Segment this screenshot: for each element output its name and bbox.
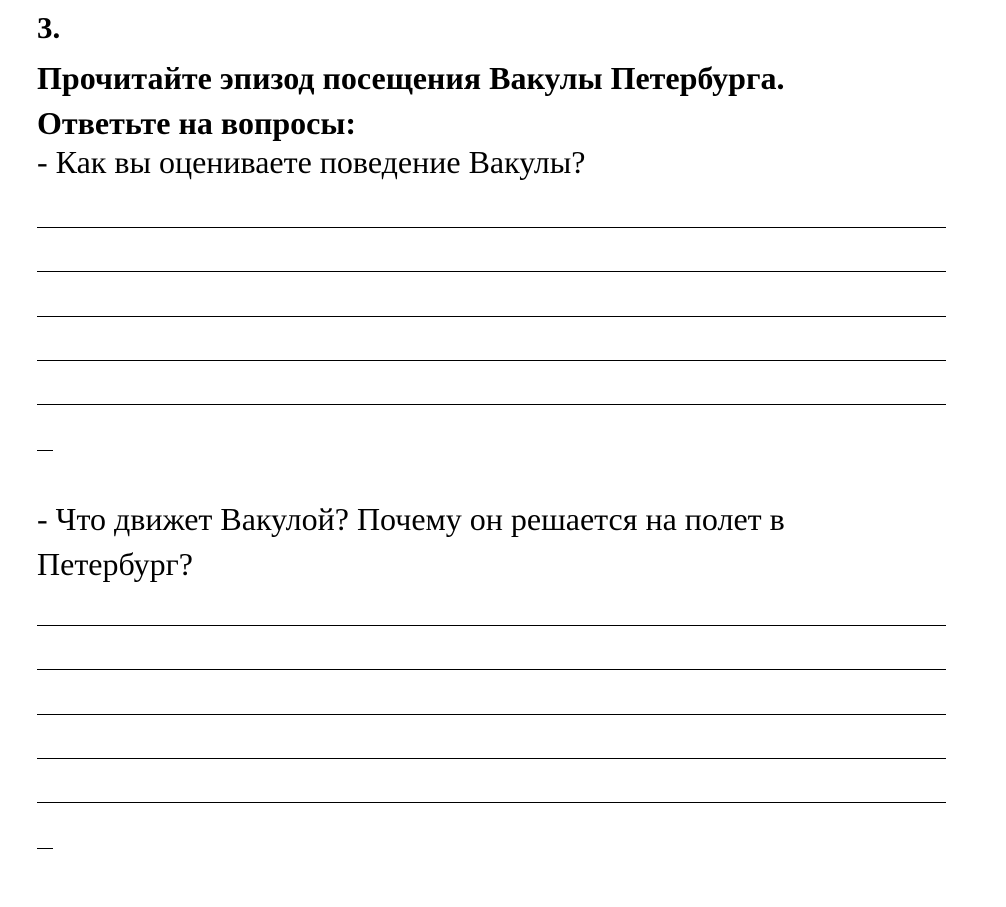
answer-line-q2-5 bbox=[37, 802, 946, 803]
answer-line-q1-3 bbox=[37, 316, 946, 317]
answer-line-q1-4 bbox=[37, 360, 946, 361]
answer-line-q2-end bbox=[37, 848, 53, 849]
question-2-line-1: - Что движет Вакулой? Почему он решается на полет в bbox=[37, 501, 785, 537]
question-2-line-2: Петербург? bbox=[37, 546, 193, 582]
answer-line-q1-1 bbox=[37, 227, 946, 228]
answer-line-q2-3 bbox=[37, 714, 946, 715]
answer-line-q1-5 bbox=[37, 404, 946, 405]
answer-line-q1-end bbox=[37, 450, 53, 451]
answer-line-q2-1 bbox=[37, 625, 946, 626]
task-instruction-line-2: Ответьте на вопросы: bbox=[37, 105, 357, 141]
answer-line-q2-2 bbox=[37, 669, 946, 670]
task-instruction-line-1: Прочитайте эпизод посещения Вакулы Петербурга. bbox=[37, 60, 785, 96]
answer-line-q2-4 bbox=[37, 758, 946, 759]
question-1: - Как вы оцениваете поведение Вакулы? bbox=[37, 144, 586, 180]
task-number: 3. bbox=[37, 10, 61, 45]
answer-line-q1-2 bbox=[37, 271, 946, 272]
